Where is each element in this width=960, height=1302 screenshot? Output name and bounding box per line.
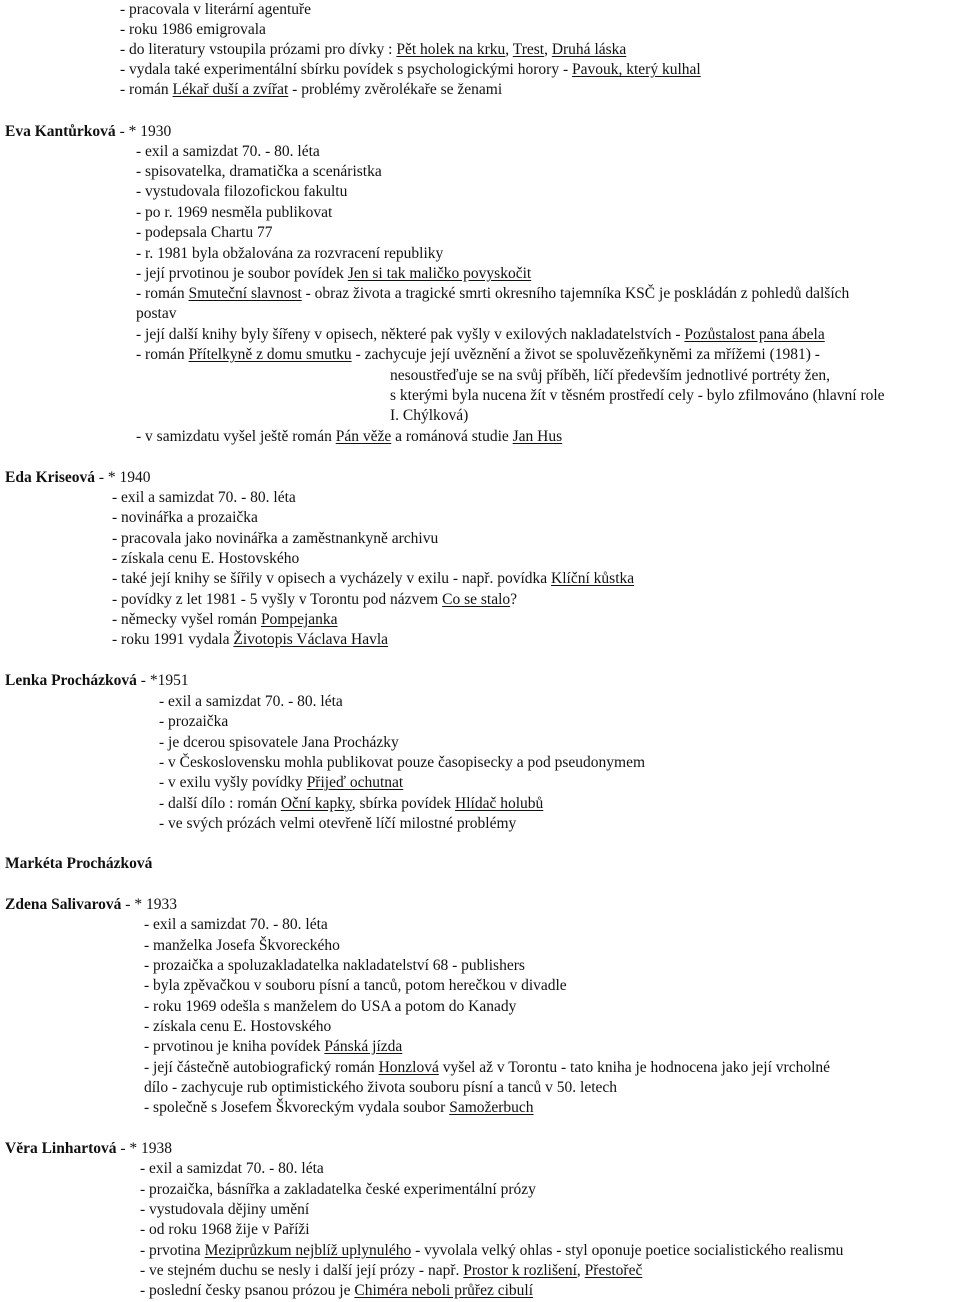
author-name: Eva Kantůrková xyxy=(5,123,116,140)
kanturkova-line: - podepsala Chartu 77 xyxy=(136,224,273,241)
kriseova-line: - novinářka a prozaička xyxy=(112,509,258,526)
link-pet-holek-na-krku[interactable]: Pět holek na krku xyxy=(396,41,506,58)
link-prostor-k-rozliseni[interactable]: Prostor k rozlišení xyxy=(463,1262,577,1279)
link-pan-veze[interactable]: Pán věže xyxy=(335,428,392,445)
author-name: Markéta Procházková xyxy=(5,855,153,872)
kanturkova-line: - román Smuteční slavnost - obraz života a tragické smrti okresního tajemníka KSČ je poskládán z pohledů dalších xyxy=(136,285,850,302)
author-heading-lenka-prochazkova: Lenka Procházková - *1951 xyxy=(5,672,189,689)
author-name: Věra Linhartová xyxy=(5,1140,117,1157)
kriseova-line: - také její knihy se šířily v opisech a vycházely v exilu - např. povídka Klíční kůstka xyxy=(112,570,635,587)
salivarova-line: - její částečně autobiografický román Honzlová vyšel až v Torontu - tato kniha je hodnocena jako její vrcholné xyxy=(144,1059,831,1076)
kanturkova-line: - její další knihy byly šířeny v opisech, některé pak vyšly v exilových nakladatelstvích - Pozůstalost pana ábela xyxy=(136,326,825,343)
kanturkova-line: I. Chýlková) xyxy=(390,407,469,424)
link-pozustalost-pana-abela[interactable]: Pozůstalost pana ábela xyxy=(684,326,825,343)
kriseova-line: - exil a samizdat 70. - 80. léta xyxy=(112,489,296,506)
kriseova-line: - získala cenu E. Hostovského xyxy=(112,550,300,567)
link-co-se-stalo[interactable]: Co se stalo xyxy=(442,591,511,608)
kanturkova-line: - její prvotinou je soubor povídek Jen si tak maličko povyskočit xyxy=(136,265,532,282)
kanturkova-line: postav xyxy=(136,305,177,322)
link-druha-laska[interactable]: Druhá láska xyxy=(551,41,627,58)
linhartova-line: - od roku 1968 žije v Paříži xyxy=(140,1221,310,1238)
kanturkova-line: - v samizdatu vyšel ještě román Pán věže a románová studie Jan Hus xyxy=(136,428,563,445)
link-smutecni-slavnost[interactable]: Smuteční slavnost xyxy=(188,285,302,302)
kriseova-line: - povídky z let 1981 - 5 vyšly v Torontu pod názvem Co se stalo? xyxy=(112,591,518,608)
linhartova-line: - poslední česky psanou prózou je Chiméra neboli průřez cibulí xyxy=(140,1282,533,1299)
linhartova-line: - prozaička, básnířka a zakladatelka české experimentální prózy xyxy=(140,1181,536,1198)
link-honzlova[interactable]: Honzlová xyxy=(378,1059,439,1076)
prochazkova-line: - prozaička xyxy=(159,713,229,730)
link-ocni-kapky[interactable]: Oční kapky xyxy=(280,795,352,812)
link-pavouk-ktery-kulhal[interactable]: Pavouk, který kulhal xyxy=(571,61,701,78)
kriseova-line: - roku 1991 vydala Životopis Václava Havla xyxy=(112,631,389,648)
salivarova-line: - exil a samizdat 70. - 80. léta xyxy=(144,916,328,933)
link-pritelkyne-z-domu-smutku[interactable]: Přítelkyně z domu smutku xyxy=(188,346,352,363)
salivarova-line: dílo - zachycuje rub optimistického života souboru písní a tanců v 50. letech xyxy=(144,1079,618,1096)
link-klicni-kustka[interactable]: Klíční kůstka xyxy=(551,570,635,587)
intro-line-3: - do literatury vstoupila prózami pro dívky : Pět holek na krku, Trest, Druhá láska xyxy=(120,41,627,58)
salivarova-line: - společně s Josefem Škvoreckým vydala soubor Samožerbuch xyxy=(144,1099,534,1116)
kanturkova-line: s kterými byla nucena žít v těsném prostředí cely - bylo zfilmováno (hlavní role xyxy=(390,387,885,404)
kriseova-line: - německy vyšel román Pompejanka xyxy=(112,611,338,628)
salivarova-line: - získala cenu E. Hostovského xyxy=(144,1018,332,1035)
kanturkova-line: - spisovatelka, dramatička a scenáristka xyxy=(136,163,382,180)
link-meziprulkum-nejbliz-uplynuleho[interactable]: Meziprůzkum nejblíž uplynulého xyxy=(204,1242,412,1259)
kanturkova-line: - vystudovala filozofickou fakultu xyxy=(136,183,348,200)
kanturkova-line: - po r. 1969 nesměla publikovat xyxy=(136,204,333,221)
linhartova-line: - ve stejném duchu se nesly i další její prózy - např. Prostor k rozlišení, Přestořeč xyxy=(140,1262,643,1279)
link-prijed-ochutnat[interactable]: Přijeď ochutnat xyxy=(306,774,404,791)
salivarova-line: - prozaička a spoluzakladatelka nakladatelství 68 - publishers xyxy=(144,957,525,974)
author-heading-kanturkova: Eva Kantůrková - * 1930 xyxy=(5,123,172,140)
prochazkova-line: - v Československu mohla publikovat pouze časopisecky a pod pseudonymem xyxy=(159,754,646,771)
link-zivotopis-vaclava-havla[interactable]: Životopis Václava Havla xyxy=(233,631,389,648)
author-name: Eda Kriseová xyxy=(5,469,95,486)
prochazkova-line: - exil a samizdat 70. - 80. léta xyxy=(159,693,343,710)
author-name: Zdena Salivarová xyxy=(5,896,122,913)
salivarova-line: - byla zpěvačkou v souboru písní a tanců, potom herečkou v divadle xyxy=(144,977,567,994)
salivarova-line: - manželka Josefa Škvoreckého xyxy=(144,937,340,954)
author-heading-marketa-prochazkova xyxy=(5,854,152,874)
prochazkova-line: - ve svých prózách velmi otevřeně líčí milostné problémy xyxy=(159,815,517,832)
link-jan-hus[interactable]: Jan Hus xyxy=(512,428,563,445)
intro-line-2: - roku 1986 emigrovala xyxy=(120,21,266,38)
linhartova-line: - vystudovala dějiny umění xyxy=(140,1201,310,1218)
intro-line-5: - román Lékař duší a zvířat - problémy zvěrolékaře se ženami xyxy=(120,81,503,98)
link-prestorec[interactable]: Přestořeč xyxy=(584,1262,643,1279)
author-heading-salivarova: Zdena Salivarová - * 1933 xyxy=(5,896,177,913)
linhartova-line: - prvotina Meziprůzkum nejblíž uplynulého - vyvolala velký ohlas - styl oponuje poetice socialistického realismu xyxy=(140,1242,844,1259)
link-lekar-dusi-a-zvirat[interactable]: Lékař duší a zvířat xyxy=(172,81,289,98)
author-heading-linhartova: Věra Linhartová - * 1938 xyxy=(5,1140,173,1157)
intro-line-1: - pracovala v literární agentuře xyxy=(120,1,312,18)
link-hlidac-holubu[interactable]: Hlídač holubů xyxy=(455,795,544,812)
linhartova-line: - exil a samizdat 70. - 80. léta xyxy=(140,1160,324,1177)
kanturkova-line: - exil a samizdat 70. - 80. léta xyxy=(136,143,320,160)
author-name: Lenka Procházková xyxy=(5,672,137,689)
link-pompejanka[interactable]: Pompejanka xyxy=(260,611,338,628)
link-trest[interactable]: Trest xyxy=(512,41,545,58)
kriseova-line: - pracovala jako novinářka a zaměstnankyně archivu xyxy=(112,530,439,547)
link-chimera-neboli-prurez-cibuli[interactable]: Chiméra neboli průřez cibulí xyxy=(354,1282,533,1299)
link-samozerbuch[interactable]: Samožerbuch xyxy=(449,1099,534,1116)
link-jen-si-tak-malicko-povyskocit[interactable]: Jen si tak maličko povyskočit xyxy=(347,265,532,282)
intro-line-4: - vydala také experimentální sbírku povídek s psychologickými horory - Pavouk, který kulhal xyxy=(120,61,701,78)
prochazkova-line: - další dílo : román Oční kapky, sbírka povídek Hlídač holubů xyxy=(159,795,544,812)
link-panska-jizda[interactable]: Pánská jízda xyxy=(324,1038,403,1055)
kanturkova-line: - román Přítelkyně z domu smutku - zachycuje její uvěznění a život se spoluvězeňkyněmi za mřížemi (1981) - xyxy=(136,346,820,363)
prochazkova-line: - v exilu vyšly povídky Přijeď ochutnat xyxy=(159,774,404,791)
author-heading-kriseova: Eda Kriseová - * 1940 xyxy=(5,469,151,486)
kanturkova-line: - r. 1981 byla obžalována za rozvracení republiky xyxy=(136,245,444,262)
salivarova-line: - prvotinou je kniha povídek Pánská jízda xyxy=(144,1038,403,1055)
prochazkova-line: - je dcerou spisovatele Jana Procházky xyxy=(159,734,399,751)
kanturkova-line: nesoustřeďuje se na svůj příběh, líčí především jednotlivé portréty žen, xyxy=(390,367,831,384)
salivarova-line: - roku 1969 odešla s manželem do USA a potom do Kanady xyxy=(144,998,517,1015)
